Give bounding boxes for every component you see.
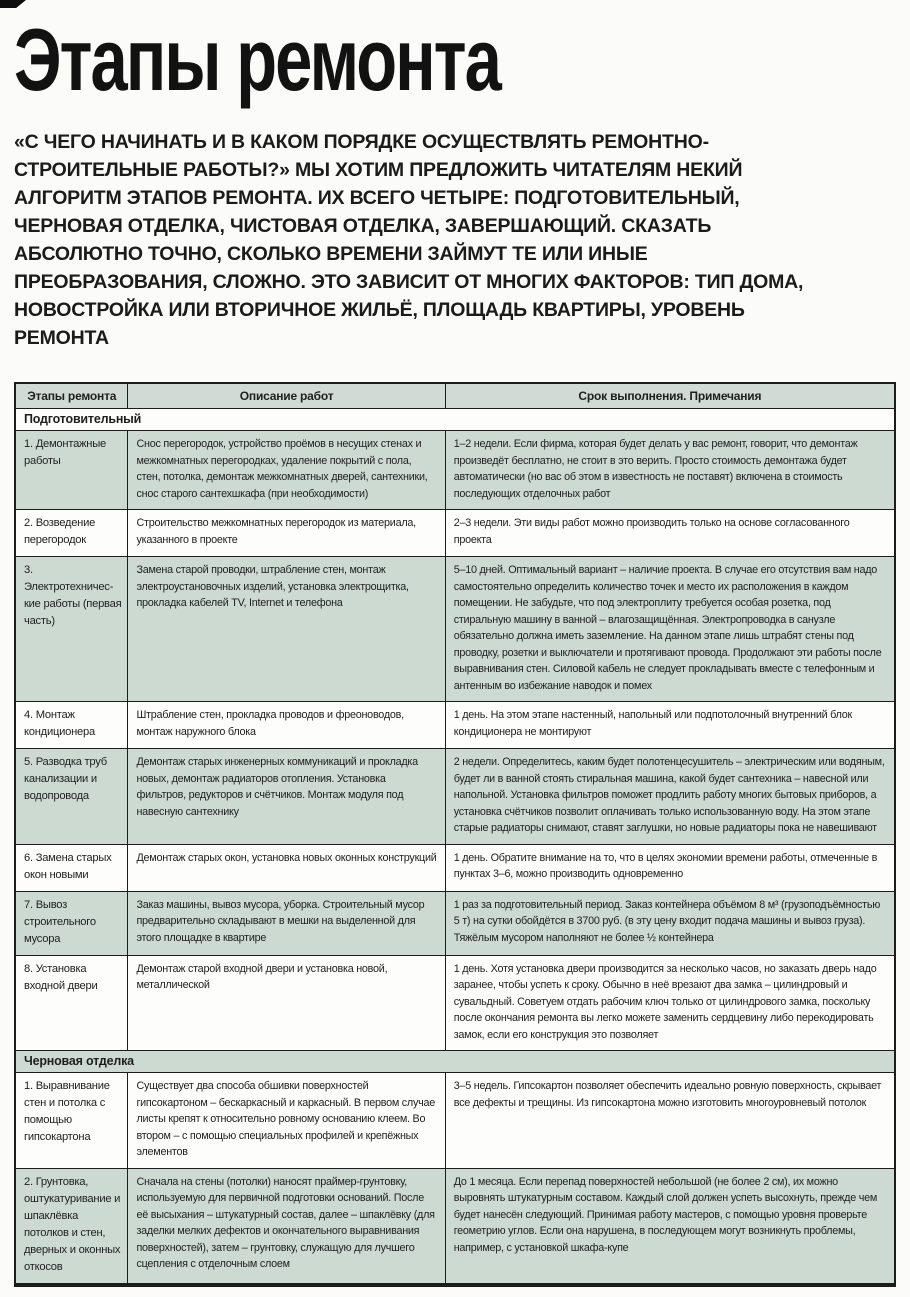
table-row: [15, 955, 895, 1051]
stage-cell: 8. Установка входной двери: [15, 955, 128, 1051]
description-cell: Демонтаж старой входной двери и установка новой, металлической: [128, 955, 445, 1051]
stage-cell: 6. Замена старых окон новыми: [15, 844, 128, 891]
term-cell: 3–5 недель. Гипсокартон позволяет обеспечить идеально ровную поверхность, скрывает все дефекты и трещины. Из гипсокартона можно изготовить многоуровневый потолок: [445, 1073, 895, 1169]
stage-cell: 7. Вывоз строительного мусора: [15, 891, 128, 955]
renovation-stages-table: [14, 382, 896, 1287]
table-row: [15, 1073, 895, 1169]
section-row: [15, 1051, 895, 1073]
description-cell: Демонтаж старых окон, установка новых оконных конструкций: [128, 844, 445, 891]
table-row: [15, 844, 895, 891]
term-cell: 1–2 недели. Если фирма, которая будет делать у вас ремонт, говорит, что демонтаж произведёт бесплатно, не стоит в это верить. Просто стоимость демонтажа будет автоматически (но вас об этом в известность не поставят) включена в стоимость последующих отделочных работ: [445, 431, 895, 510]
stage-cell: 1. Демонтажные работы: [15, 431, 128, 510]
description-cell: Снос перегородок, устройство проёмов в несущих стенах и межкомнатных перегородках, удаление покрытий с пола, стен, потолка, демонтаж межкомнатных дверей, сантехники, снос старого сантехшкафа (при необходимости): [128, 431, 445, 510]
description-cell: Замена старой проводки, штрабление стен, монтаж электроустановочных изделий, установка электрощитка, прокладка кабелей TV, Internet и телефона: [128, 557, 445, 702]
description-cell: Существует два способа обшивки поверхностей гипсокартоном – бескаркасный и каркасный. В первом случае листы крепят к относительно ровному основанию клеем. Во втором – с помощью специальных профилей и крепёжных элементов: [128, 1073, 445, 1169]
description-cell: Строительство межкомнатных перегородок из материала, указанного в проекте: [128, 510, 445, 557]
description-cell: Сначала на стены (потолки) наносят праймер-грунтовку, используемую для первичной подготовки оснований. После её высыхания – штукатурный состав, далее – шпаклёвку (для заделки мелких дефектов и окончательного выравнивания поверхностей), затем – грунтовку, служащую для лучшего сцепления с отделочным слоем: [128, 1168, 445, 1285]
term-cell: 1 день. На этом этапе настенный, напольный или подпотолочный внутренний блок кондиционера не монтируют: [445, 702, 895, 749]
table-header-row: [15, 383, 895, 409]
stage-cell: 1. Выравнивание стен и потолка с помощью гипсокартона: [15, 1073, 128, 1169]
term-cell: 5–10 дней. Оптимальный вариант – наличие проекта. В случае его отсутствия вам надо самостоятельно определить количество точек и место их расположения в каждом помещении. Не забудьте, что под электроплиту требуется особая розетка, под стиральную машину в ванной – влагозащищённая. Электропроводка в санузле обязательно должна иметь заземление. На данном этапе лишь штрабят стены под проводку, розетки и выключатели и протягивают провода. Продолжают эти работы после выравнивания стен. Силовой кабель не следует прокладывать вместе с телефонным и антенным во избежание наводок и помех: [445, 557, 895, 702]
stage-cell: 2. Возведение перегородок: [15, 510, 128, 557]
term-cell: 1 день. Обратите внимание на то, что в целях экономии времени работы, отмеченные в пунктах 3–6, можно производить одновременно: [445, 844, 895, 891]
table-row: [15, 431, 895, 510]
term-cell: 2–3 недели. Эти виды работ можно производить только на основе согласованного проекта: [445, 510, 895, 557]
column-header-description: Описание работ: [128, 383, 445, 409]
stage-cell: 5. Разводка труб канализации и водопровода: [15, 749, 128, 845]
table-row: [15, 749, 895, 845]
section-title: Черновая отделка: [15, 1051, 895, 1073]
column-header-stage: Этапы ремонта: [15, 383, 128, 409]
table-row: [15, 557, 895, 702]
description-cell: Заказ машины, вывоз мусора, уборка. Строительный мусор предварительно складывают в мешки на выделенной для этого площадке в квартире: [128, 891, 445, 955]
column-header-term: Срок выполнения. Примечания: [445, 383, 895, 409]
description-cell: Штрабление стен, прокладка проводов и фреоноводов, монтаж наружного блока: [128, 702, 445, 749]
table-row: [15, 510, 895, 557]
term-cell: 2 недели. Определитесь, каким будет полотенцесушитель – электрическим или водяным, будет ли в ванной стоять стиральная машина, какой будет сантехника – навесной или напольной. Установка фильтров поможет продлить работу многих бытовых приборов, а установка счётчиков позволит оплачивать только использованную воду. На этом этапе старые радиаторы снимают, ставят заглушки, но новые радиаторы пока не навешивают: [445, 749, 895, 845]
stage-cell: 3. Электротехничес-кие работы (первая часть): [15, 557, 128, 702]
page-title: Этапы ремонта: [14, 10, 500, 109]
section-title: Подготовительный: [15, 409, 895, 431]
stage-cell: 4. Монтаж кондиционера: [15, 702, 128, 749]
table-row: [15, 702, 895, 749]
term-cell: До 1 месяца. Если перепад поверхностей небольшой (не более 2 см), их можно выровнять штукатурным составом. Каждый слой должен успеть высохнуть, прежде чем будет нанесён следующий. Принимая работу мастеров, с помощью уровня проверьте геометрию углов. Если она нарушена, в последующем могут возникнуть проблемы, например, с установкой шкафа-купе: [445, 1168, 895, 1285]
table-row: [15, 1168, 895, 1285]
table-row: [15, 891, 895, 955]
stage-cell: 2. Грунтовка, оштукатуривание и шпаклёвка потолков и стен, дверных и оконных откосов: [15, 1168, 128, 1285]
description-cell: Демонтаж старых инженерных коммуникаций и прокладка новых, демонтаж радиаторов отопления. Установка фильтров, редукторов и счётчиков. Монтаж модуля под навесную сантехнику: [128, 749, 445, 845]
term-cell: 1 раз за подготовительный период. Заказ контейнера объёмом 8 м³ (грузоподъёмностью 5 т) на сутки обойдётся в 3700 руб. (в эту цену входит подача машины и вывоз груза). Тяжёлым мусором наполняют не более ½ контейнера: [445, 891, 895, 955]
term-cell: 1 день. Хотя установка двери производится за несколько часов, но заказать дверь надо заранее, чтобы успеть к сроку. Обычно в неё врезают два замка – цилиндровый и сувальдный. Советуем отдать рабочим ключ только от цилиндрового замка, поскольку после окончания ремонта вы легко можете заменить сердцевину либо перекодировать замок, если его конструкция это позволяет: [445, 955, 895, 1051]
section-row: [15, 409, 895, 431]
intro-paragraph: «С ЧЕГО НАЧИНАТЬ И В КАКОМ ПОРЯДКЕ ОСУЩЕСТВЛЯТЬ РЕМОНТНО-СТРОИТЕЛЬНЫЕ РАБОТЫ?» МЫ ХОТИМ ПРЕДЛОЖИТЬ ЧИТАТЕЛЯМ НЕКИЙ АЛГОРИТМ ЭТАПОВ РЕМОНТА. ИХ ВСЕГО ЧЕТЫРЕ: ПОДГОТОВИТЕЛЬНЫЙ, ЧЕРНОВАЯ ОТДЕЛКА, ЧИСТОВАЯ ОТДЕЛКА, ЗАВЕРШАЮЩИЙ. СКАЗАТЬ АБСОЛЮТНО ТОЧНО, СКОЛЬКО ВРЕМЕНИ ЗАЙМУТ ТЕ ИЛИ ИНЫЕ ПРЕОБРАЗОВАНИЯ, СЛОЖНО. ЭТО ЗАВИСИТ ОТ МНОГИХ ФАКТОРОВ: ТИП ДОМА, НОВОСТРОЙКА ИЛИ ВТОРИЧНОЕ ЖИЛЬЁ, ПЛОЩАДЬ КВАРТИРЫ, УРОВЕНЬ РЕМОНТА: [14, 131, 804, 350]
